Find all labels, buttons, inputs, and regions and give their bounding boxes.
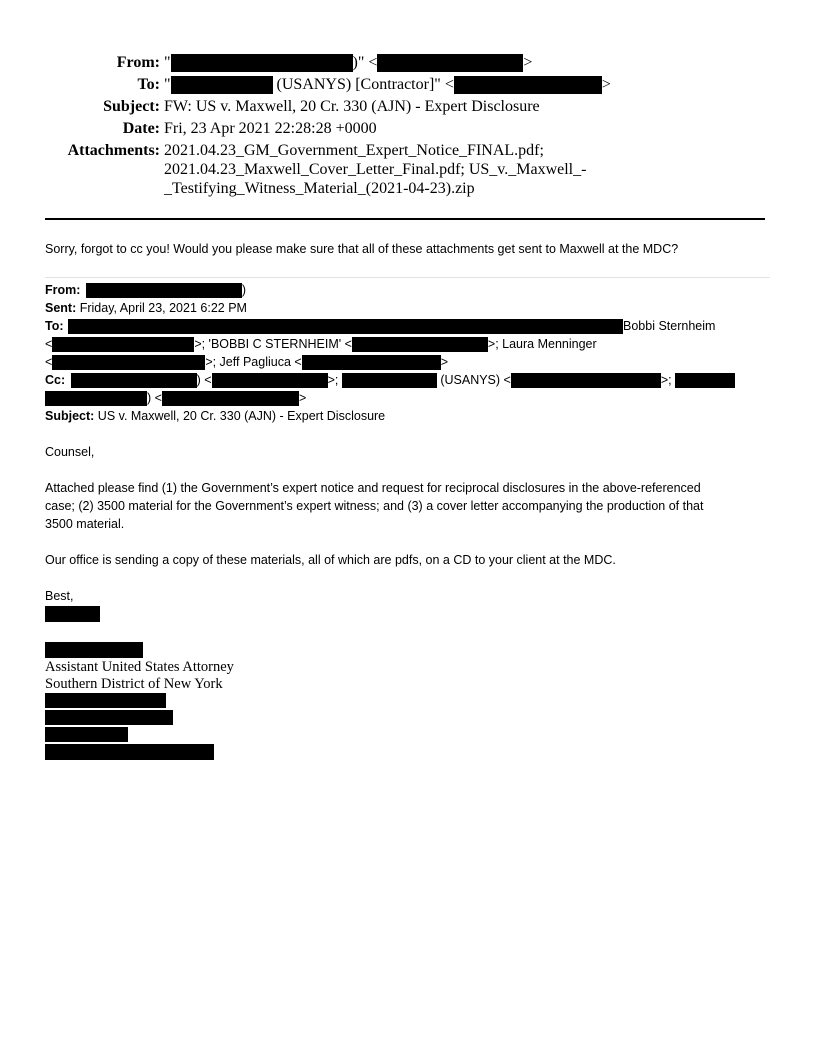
redaction-block bbox=[45, 606, 100, 622]
to-label: To: bbox=[137, 76, 160, 93]
attachment-line: 2021.04.23_GM_Government_Expert_Notice_FINAL.pdf; bbox=[164, 142, 544, 159]
orig-sent-label: Sent: bbox=[45, 301, 77, 315]
redaction-block bbox=[675, 373, 735, 388]
redaction-block bbox=[71, 373, 197, 388]
orig-from-label: From: bbox=[45, 283, 81, 297]
closing: Best, bbox=[45, 589, 74, 603]
paragraph: Our office is sending a copy of these materials, all of which are pdfs, on a CD to your client at the MDC. bbox=[45, 553, 616, 567]
redaction-block bbox=[302, 355, 441, 370]
paragraph-line: case; (2) 3500 material for the Government’s expert witness; and (3) a cover letter accompanying the production of that bbox=[45, 499, 704, 513]
date-value: Fri, 23 Apr 2021 22:28:28 +0000 bbox=[164, 120, 377, 137]
redaction-block bbox=[171, 76, 273, 94]
redaction-block bbox=[45, 642, 143, 658]
orig-cc-label: Cc: bbox=[45, 373, 66, 387]
redaction-block bbox=[45, 744, 214, 760]
orig-subject-label: Subject: bbox=[45, 409, 95, 423]
redaction-block bbox=[377, 54, 523, 72]
from-label: From: bbox=[116, 54, 160, 71]
redaction-block bbox=[171, 54, 353, 72]
subject-value: FW: US v. Maxwell, 20 Cr. 330 (AJN) - Expert Disclosure bbox=[164, 98, 540, 115]
orig-from-row: From: ) bbox=[45, 283, 247, 297]
orig-sent-row bbox=[45, 299, 247, 317]
subject-label: Subject: bbox=[103, 98, 160, 115]
from-value: " )" < > bbox=[164, 54, 533, 71]
redaction-block bbox=[68, 319, 623, 334]
redaction-block bbox=[45, 693, 166, 708]
quoted-separator bbox=[45, 277, 770, 278]
orig-sent-value: Friday, April 23, 2021 6:22 PM bbox=[76, 301, 247, 315]
redaction-block bbox=[45, 710, 173, 725]
date-label: Date: bbox=[122, 120, 160, 137]
greeting: Counsel, bbox=[45, 445, 95, 459]
orig-cc-row-2: ) < > bbox=[45, 389, 306, 407]
orig-subject-value: US v. Maxwell, 20 Cr. 330 (AJN) - Expert Disclosure bbox=[94, 409, 386, 423]
redaction-block bbox=[454, 76, 602, 94]
orig-to-label: To: bbox=[45, 319, 64, 333]
orig-to-row: To: Bobbi Sternheim bbox=[45, 319, 716, 333]
redaction-block bbox=[511, 373, 661, 388]
redaction-block bbox=[352, 337, 488, 352]
redaction-block bbox=[212, 373, 328, 388]
orig-to-row-2: < >; 'BOBBI C STERNHEIM' < >; Laura Menninger bbox=[45, 337, 597, 351]
redaction-block bbox=[86, 283, 242, 298]
paragraph-line: 3500 material. bbox=[45, 517, 125, 531]
paragraph-line: Attached please find (1) the Government’s expert notice and request for reciprocal disclosures in the above-referenced bbox=[45, 481, 701, 495]
to-value: " (USANYS) [Contractor]" < > bbox=[164, 76, 611, 93]
orig-to-row-3: < >; Jeff Pagliuca < > bbox=[45, 355, 448, 369]
redaction-block bbox=[162, 391, 299, 406]
redaction-block bbox=[52, 355, 205, 370]
redaction-block bbox=[45, 391, 147, 406]
attachment-line: _Testifying_Witness_Material_(2021-04-23).zip bbox=[164, 180, 475, 197]
header-divider bbox=[45, 218, 765, 220]
orig-cc-row: Cc: ) < >; (USANYS) < >; bbox=[45, 371, 735, 389]
redaction-block bbox=[45, 727, 128, 742]
signature-title: Assistant United States Attorney bbox=[45, 659, 234, 675]
attachment-line: 2021.04.23_Maxwell_Cover_Letter_Final.pdf; US_v._Maxwell_- bbox=[164, 161, 587, 178]
attachments-label: Attachments: bbox=[67, 142, 160, 159]
forward-note: Sorry, forgot to cc you! Would you please make sure that all of these attachments get sent to Maxwell at the MDC? bbox=[45, 242, 679, 256]
redaction-block bbox=[52, 337, 194, 352]
redaction-block bbox=[342, 373, 437, 388]
signature-office: Southern District of New York bbox=[45, 676, 223, 692]
orig-subject-row bbox=[45, 407, 385, 425]
